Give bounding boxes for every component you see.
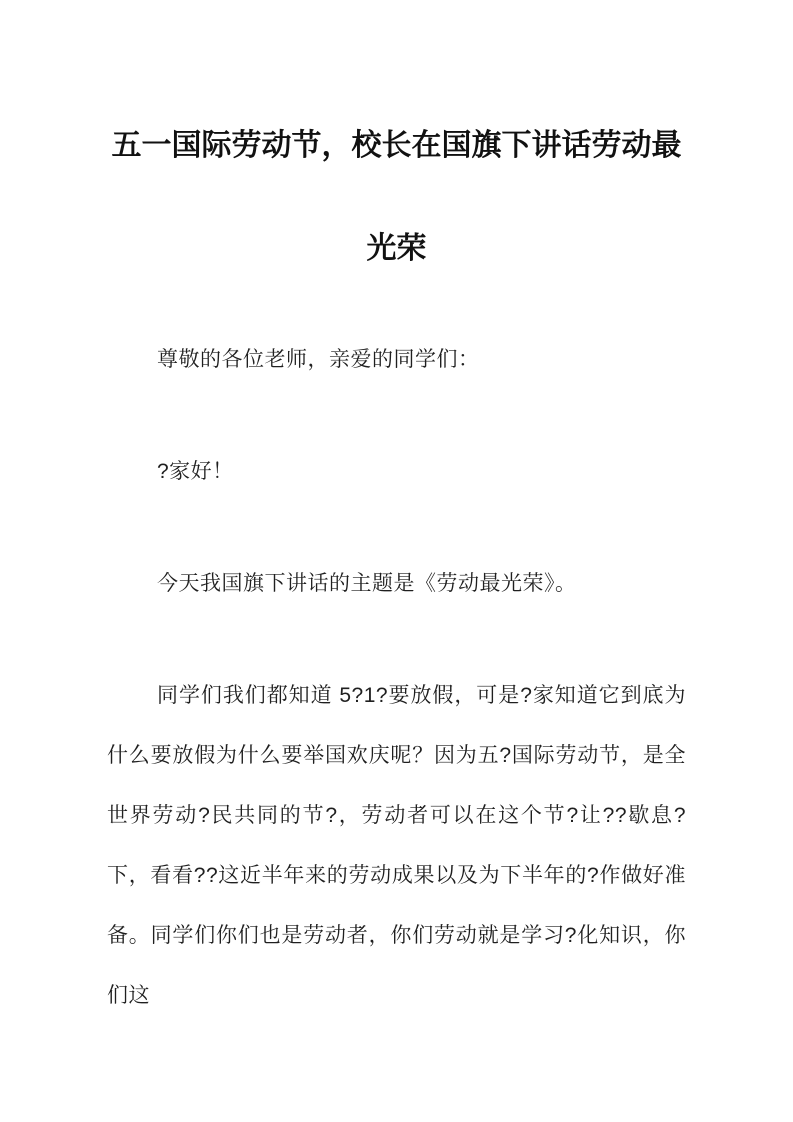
paragraph-body: 同学们我们都知道 5?1?要放假，可是?家知道它到底为什么要放假为什么要举国欢庆呢？因为五?国际劳动节，是全世界劳动?民共同的节?，劳动者可以在这个节?让??歇息?下，看看??这近半年来的劳动成果以及为下半年的?作做好准备。同学们你们也是劳动者，你们劳动就是学习?化知识，你们这 (107, 684, 686, 1007)
document-title-line-1: 五一国际劳动节，校长在国旗下讲话劳动最 (111, 129, 682, 162)
paragraph-salutation: 尊敬的各位老师，亲爱的同学们： (157, 348, 480, 371)
document-title-line-2: 光荣 (366, 232, 427, 265)
paragraph-topic: 今天我国旗下讲话的主题是《劳动最光荣》。 (157, 572, 577, 595)
paragraph-greeting: ?家好！ (157, 460, 234, 483)
document-title (107, 94, 686, 300)
